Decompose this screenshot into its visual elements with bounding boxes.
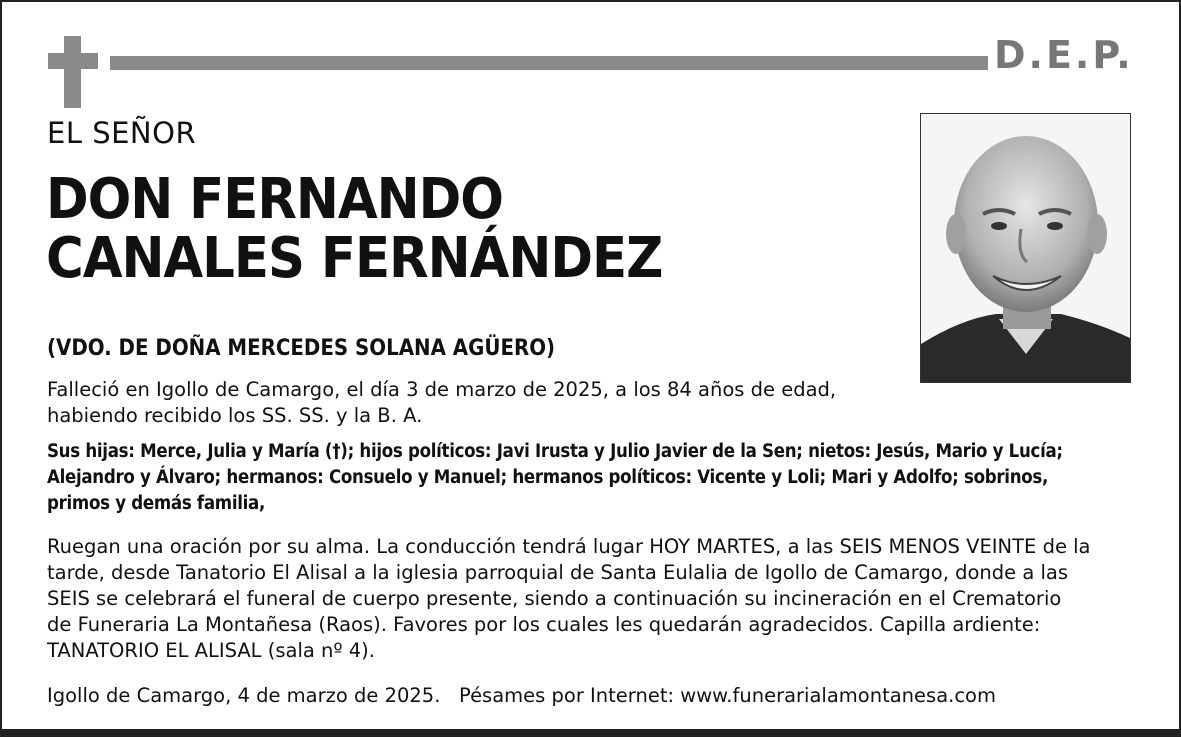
header-rule [110,56,988,70]
ceremony-line: de Funeraria La Montañesa (Raos). Favores por los cuales les quedarán agradecidos. Capilla ardiente: [47,613,1041,636]
ceremony-line: SEIS se celebrará el funeral de cuerpo presente, siendo a continuación su incineración en el Crematorio [47,587,1062,610]
cross-icon [64,36,81,108]
death-notice-line: habiendo recibido los SS. SS. y la B. A. [47,404,423,427]
widow-of: (VDO. DE DOÑA MERCEDES SOLANA AGÜERO) [47,336,556,361]
dep-label: D.E.P. [994,33,1134,77]
footer-condolences: Pésames por Internet: www.funerarialamontanesa.com [459,684,996,707]
portrait-photo [920,113,1131,383]
deceased-name [46,167,663,291]
family-line: primos y demás familia, [47,493,265,514]
footer [47,683,1137,709]
portrait-image [921,114,1131,383]
family-line: Sus hijas: Merce, Julia y María (†); hijos políticos: Javi Irusta y Julio Javier de la Sen; nietos: Jesús, Mario y Lucía; [47,441,1063,462]
name-line-1: DON FERNANDO [46,167,503,232]
cross-icon-bar [48,53,98,69]
death-notice [47,377,877,429]
death-notice-line: Falleció en Igollo de Camargo, el día 3 de marzo de 2025, a los 84 años de edad, [47,378,837,401]
ceremony-line: TANATORIO EL ALISAL (sala nº 4). [47,639,375,662]
family-line: Alejandro y Álvaro; hermanos: Consuelo y Manuel; hermanos políticos: Vicente y Loli; Mari y Adolfo; sobrinos, [47,467,1049,488]
title-prefix: EL SEÑOR [47,116,197,150]
ceremony-line: tarde, desde Tanatorio El Alisal a la iglesia parroquial de Santa Eulalia de Igollo de Camargo, donde a las [47,561,1069,584]
ceremony-details [47,534,1127,664]
name-line-2: CANALES FERNÁNDEZ [46,226,663,291]
family-list [47,439,1137,517]
footer-place-date: Igollo de Camargo, 4 de marzo de 2025. [47,684,441,707]
ceremony-line: Ruegan una oración por su alma. La conducción tendrá lugar HOY MARTES, a las SEIS MENOS VEINTE de la [47,535,1091,558]
